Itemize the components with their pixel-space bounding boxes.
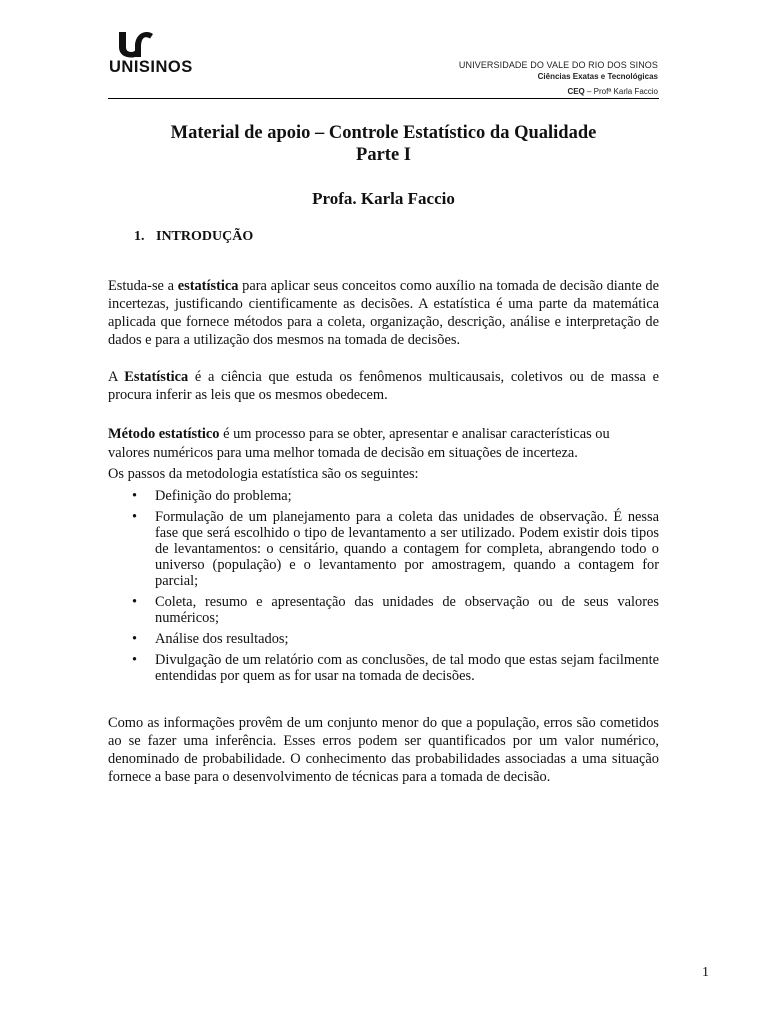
methodology-steps-list <box>108 488 659 689</box>
list-item-text: Formulação de um planejamento para a coleta das unidades de observação. É nessa fase que será escolhido o tipo de levantamento a ser utilizado. Podem existir dois tipos de levantamentos: o censitário, quando a contagem for completa, abrangendo todo o universo (população) e o levantamento por amostragem, quando a contagem for parcial; <box>155 509 659 589</box>
author-name: Profa. Karla Faccio <box>312 189 455 208</box>
faculty-name: Ciências Exatas e Tecnológicas <box>537 72 658 81</box>
bullet-icon: • <box>132 631 138 647</box>
paragraph-estatistica-intro <box>108 277 659 349</box>
list-item-text: Coleta, resumo e apresentação das unidades de observação ou de seus valores numéricos; <box>155 594 659 626</box>
section-number: 1. <box>134 229 145 244</box>
paragraph1-text-rest: para aplicar seus conceitos como auxílio na tomada de decisão diante de incertezas, justificando cientificamente as decisões. A estatística é uma parte da matemática aplicada que fornece métodos para a coleta, organização, descrição, análise e interpretação de dados e para a utilização dos mesmos na tomada de decisões. <box>108 278 659 348</box>
list-item-text: Análise dos resultados; <box>155 631 289 647</box>
document-title-line1: Material de apoio – Controle Estatístico da Qualidade <box>170 123 597 143</box>
list-item <box>108 631 659 647</box>
list-item-text: Divulgação de um relatório com as conclusões, de tal modo que estas sejam facilmente entendidas por quem as for usar na tomada de decisões. <box>155 652 659 684</box>
paragraph2-bold-term: Estatística <box>124 369 189 385</box>
section-heading <box>134 228 253 245</box>
unisinos-logo <box>109 30 193 75</box>
unisinos-logo-mark <box>113 30 167 58</box>
paragraph1-bold-term: estatística <box>177 278 239 294</box>
list-item <box>108 594 659 626</box>
department-professor: – Profª Karla Faccio <box>584 87 658 96</box>
paragraph-metodo-estatistico <box>108 425 659 463</box>
bullet-icon: • <box>132 488 138 504</box>
paragraph3-line1: é um processo para se obter, apresentar e analisar características ou <box>219 426 610 442</box>
list-item <box>108 509 659 589</box>
university-name: UNIVERSIDADE DO VALE DO RIO DOS SINOS <box>458 60 658 70</box>
page-number: 1 <box>702 965 709 980</box>
logo-wordmark: UNISINOS <box>109 58 193 76</box>
bullet-icon: • <box>132 594 138 610</box>
page-header <box>459 60 658 97</box>
document-title <box>108 122 659 166</box>
list-item-text: Definição do problema; <box>155 488 292 504</box>
paragraph2-text-rest: é a ciência que estuda os fenômenos multicausais, coletivos ou de massa e procura inferir as leis que os mesmos obedecem. <box>108 369 659 403</box>
paragraph-inference-errors: Como as informações provêm de um conjunto menor do que a população, erros são cometidos ao se fazer uma inferência. Esses erros podem ser quantificados por um valor numérico, denominado de probabilidade. O conhecimento das probabilidades associadas a uma situação fornece a base para o desenvolvimento de técnicas para a tomada de decisão. <box>108 715 659 785</box>
list-item <box>108 488 659 504</box>
section-title: INTRODUÇÃO <box>156 229 254 244</box>
bullet-icon: • <box>132 652 138 668</box>
department-code: CEQ <box>567 87 585 96</box>
paragraph1-text-start: Estuda-se a <box>108 278 178 294</box>
document-title-line2: Parte I <box>356 145 411 165</box>
paragraph2-text-start: A <box>108 369 125 385</box>
paragraph-estatistica-definition <box>108 368 659 404</box>
paragraph3-line2: valores numéricos para uma melhor tomada de decisão em situações de incerteza. <box>108 445 578 461</box>
paragraph-steps-intro: Os passos da metodologia estatística são os seguintes: <box>108 466 419 482</box>
bullet-icon: • <box>132 509 138 525</box>
header-divider <box>108 98 659 99</box>
list-item <box>108 652 659 684</box>
department-line <box>459 86 658 97</box>
paragraph3-bold-term: Método estatístico <box>108 426 220 442</box>
